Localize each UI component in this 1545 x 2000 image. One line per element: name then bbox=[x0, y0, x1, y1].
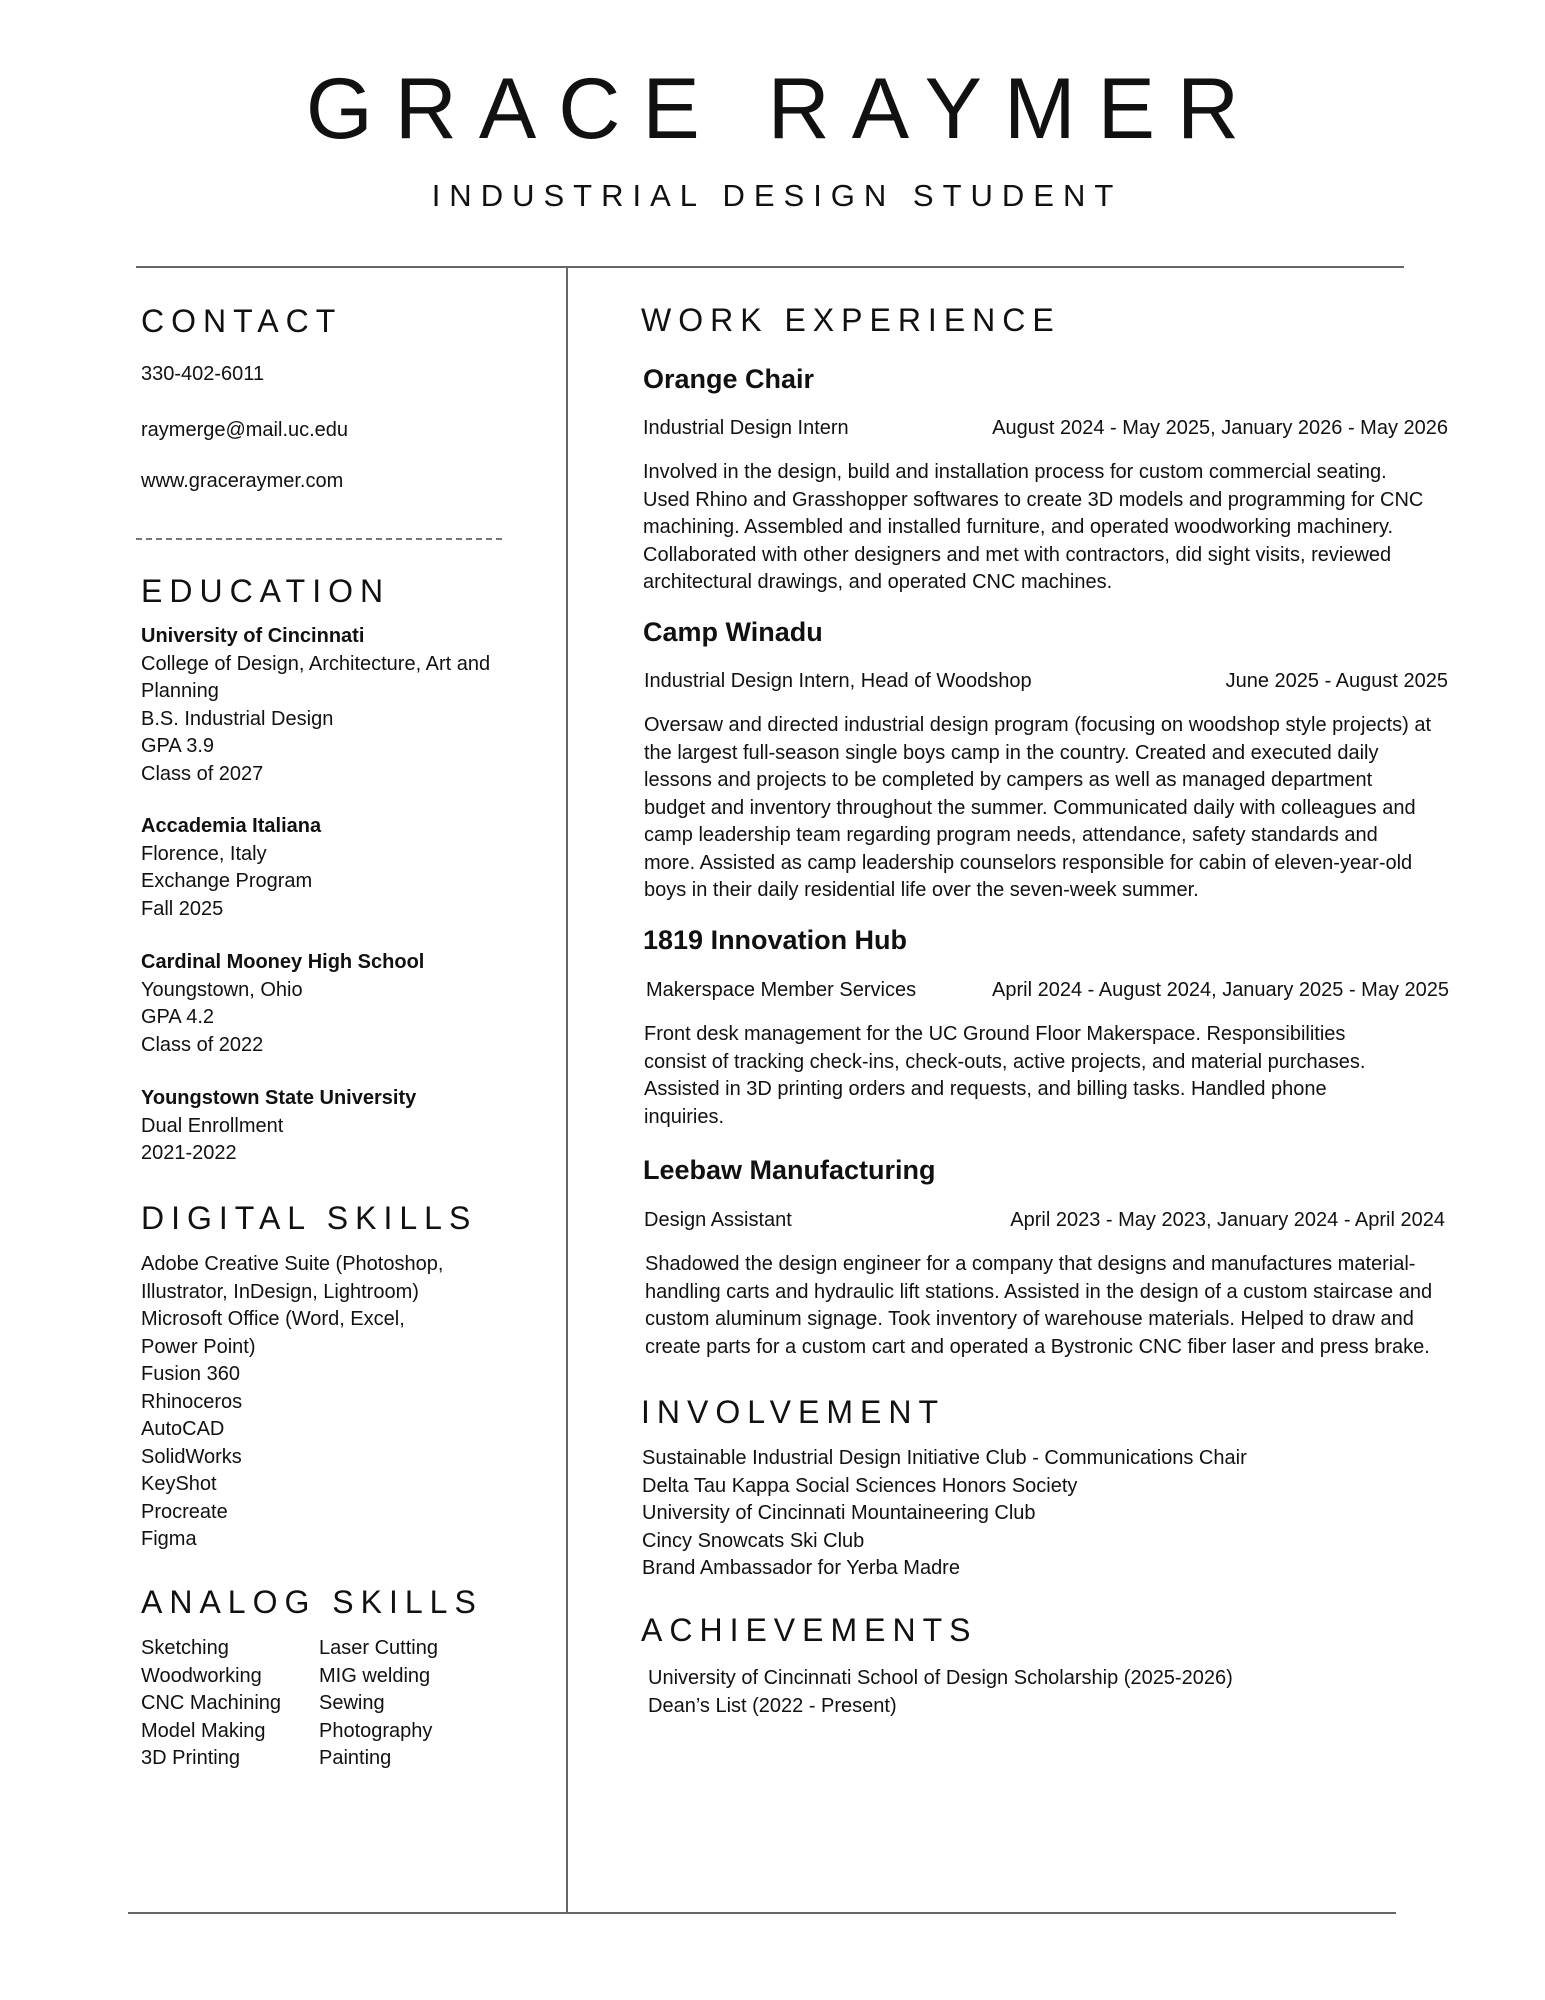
involvement-heading: INVOLVEMENT bbox=[641, 1394, 945, 1430]
job-description: Involved in the design, build and installation process for custom commercial seating. Used Rhino and Grasshopper softwares to create 3D models and programming for CNC machining. Assembled and installed furniture, and operated woodworking machinery. Collaborated with other designers and met with contractors, did sight visits, reviewed architectural drawings, and operated CNC machines. bbox=[643, 461, 1424, 593]
digital-skills-heading: DIGITAL SKILLS bbox=[141, 1200, 478, 1236]
job-dates: April 2023 - May 2023, January 2024 - April 2024 bbox=[1010, 1209, 1445, 1231]
involvement-item: Delta Tau Kappa Social Sciences Honors Society bbox=[642, 1474, 1078, 1497]
involvement-item: Brand Ambassador for Yerba Madre bbox=[642, 1557, 960, 1579]
school-details: Youngstown, Ohio GPA 4.2 Class of 2022 bbox=[141, 978, 303, 1056]
job-description: Oversaw and directed industrial design program (focusing on woodshop style projects) at the largest full-season single boys camp in the country. Created and executed daily lessons and projects to be completed by campers as well as managed department budget and inventory throughout the summer. Communicated daily with colleagues and camp leadership team regarding program needs, attendance, safety standards and more. Assisted as camp leadership counselors responsible for cabin of eleven-year-old boys in their daily residential life over the seven-week summer. bbox=[644, 714, 1432, 901]
job-company: Leebaw Manufacturing bbox=[643, 1155, 936, 1185]
school-details: Florence, Italy Exchange Program Fall 2025 bbox=[141, 842, 313, 920]
job-role: Makerspace Member Services bbox=[646, 979, 917, 1001]
involvement-item: Sustainable Industrial Design Initiative Club - Communications Chair bbox=[642, 1447, 1247, 1469]
contact-separator bbox=[136, 538, 502, 540]
achievements-heading: ACHIEVEMENTS bbox=[641, 1612, 978, 1648]
job-role: Industrial Design Intern bbox=[643, 417, 849, 439]
job-company: Camp Winadu bbox=[643, 617, 823, 647]
column-divider bbox=[566, 266, 568, 1914]
education-entry bbox=[141, 949, 541, 1059]
achievement-item: University of Cincinnati School of Design Scholarship (2025-2026) bbox=[648, 1667, 1233, 1689]
job-dates: April 2024 - August 2024, January 2025 - May 2025 bbox=[992, 979, 1449, 1001]
job-description: Shadowed the design engineer for a company that designs and manufactures material- handling carts and hydraulic lift stations. Assisted in the design of a custom staircase and custom aluminum signage. Took inventory of warehouse materials. Helped to draw and create parts for a custom cart and operated a Bystronic CNC fiber laser and press brake. bbox=[645, 1253, 1433, 1358]
top-divider bbox=[136, 266, 1404, 268]
involvement-item: Cincy Snowcats Ski Club bbox=[642, 1529, 865, 1552]
education-entry bbox=[141, 1085, 541, 1168]
school-details: College of Design, Architecture, Art and Planning B.S. Industrial Design GPA 3.9 Class of 2027 bbox=[141, 652, 491, 785]
achievements-list bbox=[648, 1665, 1233, 1720]
job-role: Industrial Design Intern, Head of Woodshop bbox=[644, 670, 1032, 692]
job-role: Design Assistant bbox=[644, 1209, 792, 1231]
digital-skills-list: Adobe Creative Suite (Photoshop, Illustrator, InDesign, Lightroom) Microsoft Office (Word, Excel, Power Point) Fusion 360 Rhinoceros AutoCAD SolidWorks KeyShot Procreate Figma bbox=[141, 1253, 444, 1550]
education-entry bbox=[141, 623, 541, 788]
job-dates: August 2024 - May 2025, January 2026 - May 2026 bbox=[992, 417, 1448, 439]
education-heading: EDUCATION bbox=[141, 573, 391, 609]
involvement-list bbox=[642, 1445, 1247, 1583]
analog-skills-col1: Sketching Woodworking CNC Machining Model Making 3D Printing bbox=[141, 1637, 282, 1769]
school-name: Youngstown State University bbox=[141, 1087, 417, 1109]
resume-name: GRACE RAYMER bbox=[305, 61, 1262, 157]
contact-website: www.graceraymer.com bbox=[141, 470, 344, 492]
school-name: University of Cincinnati bbox=[141, 625, 365, 647]
analog-skills-col2: Laser Cutting MIG welding Sewing Photography Painting bbox=[319, 1637, 438, 1769]
job-description: Front desk management for the UC Ground Floor Makerspace. Responsibilities consist of tracking check-ins, check-outs, active projects, and material purchases. Assisted in 3D printing orders and requests, and billing tasks. Handled phone inquiries. bbox=[644, 1023, 1366, 1128]
resume-subtitle: INDUSTRIAL DESIGN STUDENT bbox=[431, 178, 1123, 213]
contact-heading: CONTACT bbox=[141, 303, 343, 339]
involvement-item: University of Cincinnati Mountaineering Club bbox=[642, 1502, 1036, 1524]
contact-phone: 330-402-6011 bbox=[141, 363, 265, 385]
school-name: Cardinal Mooney High School bbox=[141, 951, 425, 973]
bottom-divider bbox=[128, 1912, 1396, 1914]
achievement-item: Dean’s List (2022 - Present) bbox=[648, 1694, 897, 1717]
job-role-row bbox=[646, 980, 1449, 1000]
contact-email: raymerge@mail.uc.edu bbox=[141, 419, 349, 441]
job-company: 1819 Innovation Hub bbox=[643, 925, 908, 955]
school-name: Accademia Italiana bbox=[141, 815, 322, 837]
job-dates: June 2025 - August 2025 bbox=[1225, 670, 1448, 692]
job-role-row bbox=[643, 418, 1448, 438]
analog-skills-heading: ANALOG SKILLS bbox=[141, 1584, 483, 1620]
job-company: Orange Chair bbox=[643, 364, 815, 394]
work-experience-heading: WORK EXPERIENCE bbox=[641, 302, 1061, 338]
education-entry bbox=[141, 813, 541, 923]
job-role-row bbox=[644, 1210, 1445, 1230]
school-details: Dual Enrollment 2021-2022 bbox=[141, 1114, 284, 1164]
job-role-row bbox=[644, 671, 1448, 691]
